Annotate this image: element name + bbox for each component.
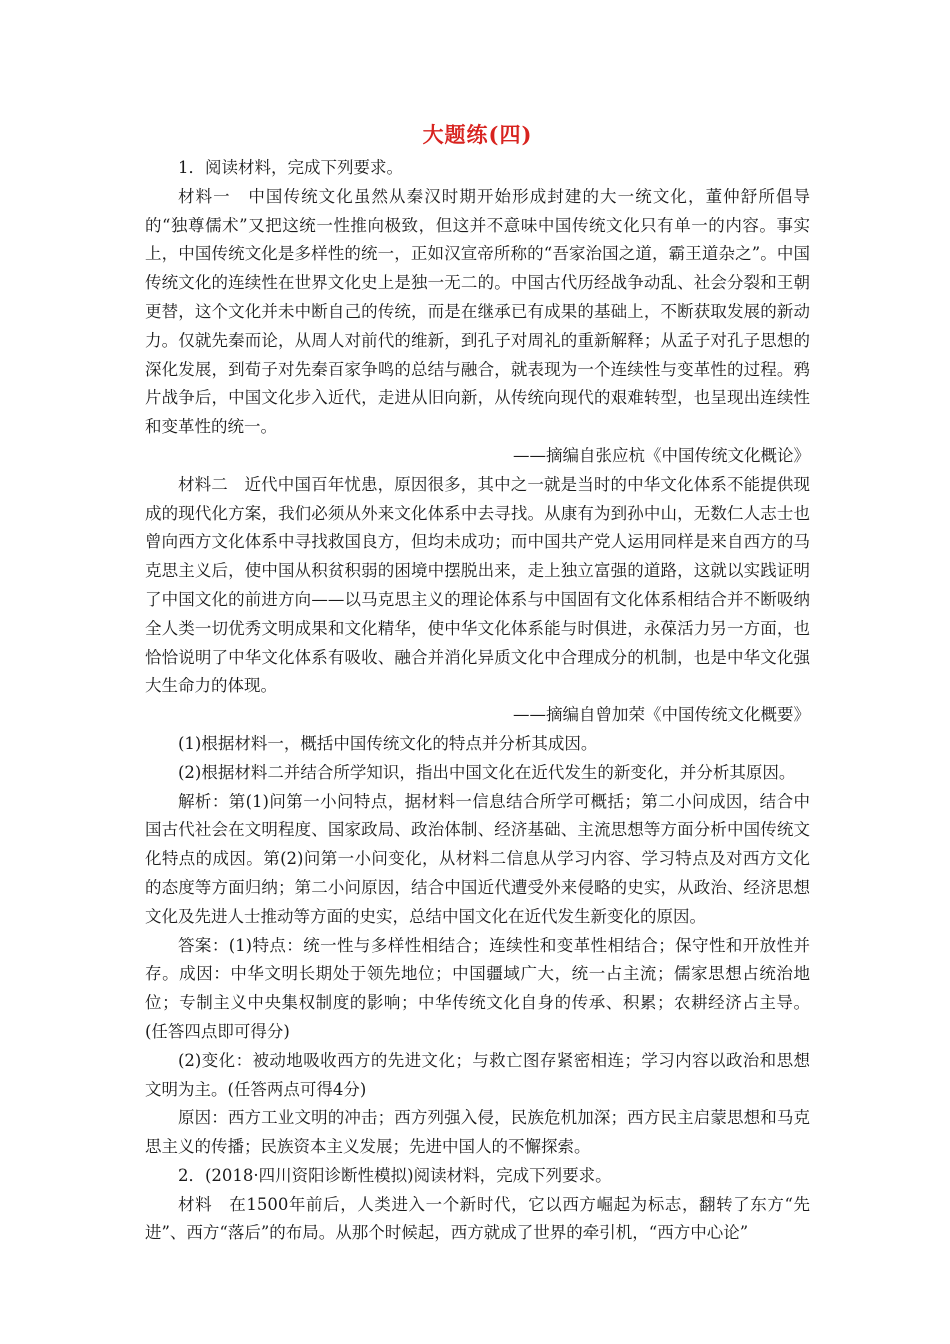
page-title: 大题练(四) bbox=[422, 122, 533, 147]
material-2-source: ——摘编自曾加荣《中国传统文化概要》 bbox=[513, 705, 810, 725]
question-2-material: 材料 在1500年前后，人类进入一个新时代，它以西方崛起为标志，翻转了东方“先进”、西方“落后”的布局。从那个时候起，西方就成了世界的牵引机，“西方中心论” bbox=[145, 1194, 810, 1243]
sub-question-1: (1)根据材料一，概括中国传统文化的特点并分析其成因。 bbox=[178, 733, 598, 753]
question-2-stem: 2．(2018·四川资阳诊断性模拟)阅读材料，完成下列要求。 bbox=[178, 1165, 612, 1185]
answer-reasons: 原因：西方工业文明的冲击；西方列强入侵，民族危机加深；西方民主启蒙思想和马克思主义的传播；民族资本主义发展；先进中国人的不懈探索。 bbox=[145, 1108, 810, 1157]
material-2: 材料二 近代中国百年忧患，原因很多，其中之一就是当时的中华文化体系不能提供现成的现代化方案，我们必须从外来文化体系中去寻找。从康有为到孙中山，无数仁人志士也曾向西方文化体系中寻找救国良方，但均未成功；而中国共产党人运用同样是来自西方的马克思主义后，使中国从积贫积弱的困境中摆脱出来，走上独立富强的道路，这就以实践证明了中国文化的前进方向——以马克思主义的理论体系与中国固有文化体系相结合并不断吸纳全人类一切优秀文明成果和文化精华，使中华文化体系能与时俱进，永葆活力另一方面，也恰恰说明了中华文化体系有吸收、融合并消化异质文化中合理成分的机制，也是中华文化强大生命力的体现。 bbox=[145, 474, 810, 696]
question-1-stem: 1．阅读材料，完成下列要求。 bbox=[178, 158, 403, 177]
answer-part-2: (2)变化：被动地吸收西方的先进文化；与救亡图存紧密相连；学习内容以政治和思想文明为主。(任答两点可得4分) bbox=[145, 1050, 810, 1099]
sub-question-2: (2)根据材料二并结合所学知识，指出中国文化在近代发生的新变化，并分析其原因。 bbox=[178, 762, 796, 782]
analysis-text: 解析：第(1)问第一小问特点，据材料一信息结合所学可概括；第二小问成因，结合中国古代社会在文明程度、国家政局、政治体制、经济基础、主流思想等方面分析中国传统文化特点的成因。第(2)问第一小问变化，从材料二信息从学习内容、学习特点及对西方文化的态度等方面归纳；第二小问原因，结合中国近代遭受外来侵略的史实，从政治、经济思想文化及先进人士推动等方面的史实，总结中国文化在近代发生新变化的原因。 bbox=[145, 791, 810, 926]
material-1-source: ——摘编自张应杭《中国传统文化概论》 bbox=[513, 445, 810, 465]
material-1: 材料一 中国传统文化虽然从秦汉时期开始形成封建的大一统文化，董仲舒所倡导的“独尊儒术”又把这统一性推向极致，但这并不意味中国传统文化只有单一的内容。事实上，中国传统文化是多样性的统一，正如汉宣帝所称的“吾家治国之道，霸王道杂之”。中国传统文化的连续性在世界文化史上是独一无二的。中国古代历经战争动乱、社会分裂和王朝更替，这个文化并未中断自己的传统，而是在继承已有成果的基础上，不断获取发展的新动力。仅就先秦而论，从周人对前代的维新，到孔子对周礼的重新解释；从孟子对孔子思想的深化发展，到荀子对先秦百家争鸣的总结与融合，就表现为一个连续性与变革性的过程。鸦片战争后，中国文化步入近代，走进从旧向新，从传统向现代的艰难转型，也呈现出连续性和变革性的统一。 bbox=[145, 186, 810, 437]
answer-part-1: 答案：(1)特点：统一性与多样性相结合；连续性和变革性相结合；保守性和开放性并存。成因：中华文明长期处于领先地位；中国疆域广大，统一占主流；儒家思想占统治地位；专制主义中央集权制度的影响；中华传统文化自身的传承、积累；农耕经济占主导。(任答四点即可得分) bbox=[145, 935, 810, 1041]
